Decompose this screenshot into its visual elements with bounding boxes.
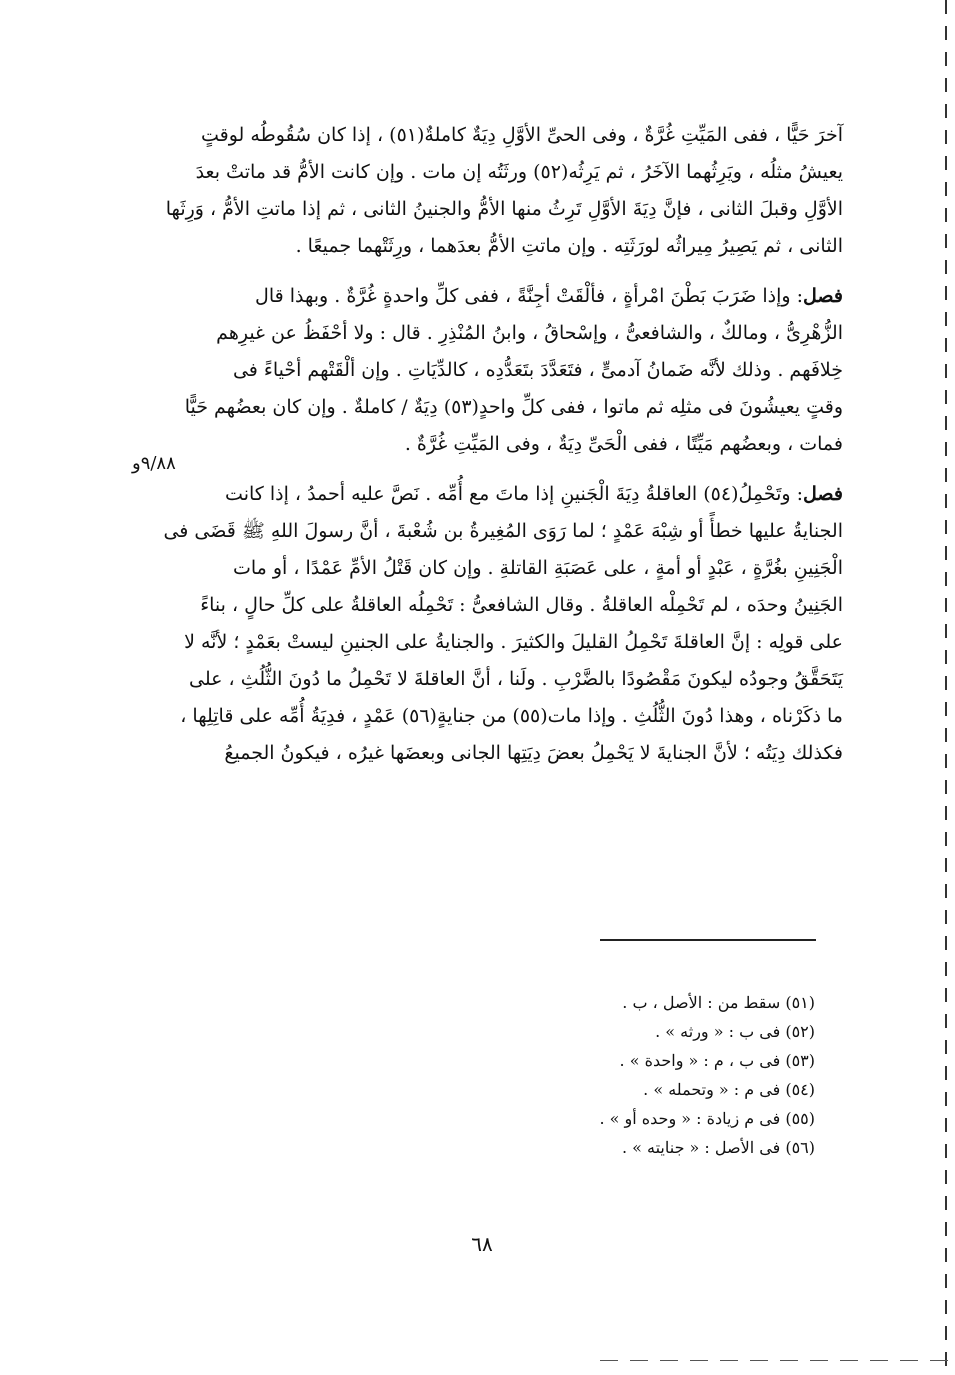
text-line: على قولِه : إنَّ العاقلةَ تَحْمِلُ القليلَ والكثيرَ . والجنايةُ على الجنينِ ليستْ بعَمْدٍ ؛ لأنَّه لا	[184, 631, 843, 653]
section-heading: فصل	[803, 285, 843, 307]
paragraph-2	[130, 278, 843, 463]
text-line: يَتَحَقَّقُ وجودُه ليكونَ مَقْصُودًا بالضَّرْبِ . ولَنا ، أنَّ العاقلةَ لا تَحْمِلُ ما دُونَ الثُّلُثِ ، على	[189, 668, 843, 690]
text-line-body: : وإذا ضَرَبَ بَطْنَ امْرأةٍ ، فألْقَتْ أجِنَّةً ، ففى كلِّ واحدةٍ غُرَّةٌ . وبهذا قال	[255, 285, 804, 307]
footnote: (٥٢) فى ب : « ورثه » .	[655, 1022, 815, 1041]
page-number: ٦٨	[471, 1232, 493, 1256]
text-line: الجَنِينُ وحدَه ، لم تَحْمِلْه العاقلةُ . وقال الشافعىُّ : تَحْمِلُه العاقلةُ على كلِّ حالٍ ، بناءً	[200, 594, 843, 616]
text-line: وقتٍ يعيشُونَ فى مثلِه ثم ماتوا ، ففى كلِّ واحدٍ(٥٣) دِيَةٌ / كاملةٌ . وإن كان بعضُهم حَيًّا	[184, 396, 843, 418]
text-line: الأوَّلِ وقبلَ الثانى ، فإنَّ دِيَةَ الأوَّلِ تَرِثُ منها الأمُّ والجنينُ الثانى ، ثم إذا ماتتِ الأمُّ ، وَرِثَها	[165, 198, 843, 220]
footnote-separator	[600, 939, 816, 941]
text-line: ما ذكَرْناه ، وهذا دُونَ الثُّلُثِ . وإذا مات(٥٥) من جنايةٍ(٥٦) عَمْدٍ ، فدِيَةُ أُمِّه على قاتِلِها ،	[180, 705, 843, 727]
scan-edge-right	[945, 0, 947, 1375]
text-line: الزُّهْرِىُّ ، ومالكٌ ، والشافعىُّ ، وإسْحاقُ ، وابنُ المُنْذِرِ . قال : ولا أحْفَظُ عن غيرِهم	[216, 322, 843, 344]
scan-edge-bottom	[600, 1360, 955, 1361]
text-line: الجنايةُ عليها خطأً أو شِبْهَ عَمْدٍ ؛ لما رَوَى المُغِيرةُ بن شُعْبةَ ، أنَّ رسولَ اللهِ ﷺ قَضَى فى	[163, 520, 843, 542]
body-text	[130, 117, 843, 785]
text-line: الْجَنِينِ بغُرَّةٍ ، عَبْدٍ أو أمةٍ ، على عَصَبَةِ القاتلةِ . وإن كان قَتْلُ الأمِّ عَمْدًا ، أو مات	[232, 557, 843, 579]
footnote: (٥٦) فى الأصل : « جنايته » .	[621, 1138, 815, 1157]
paragraph-3	[130, 476, 843, 772]
footnote: (٥٤) فى م : « وتحمله » .	[643, 1080, 815, 1099]
manuscript-folio-marker: ٩/٨٨و	[132, 453, 176, 474]
footnotes	[495, 988, 815, 1162]
footnote: (٥٣) فى ب ، م : « واحدة » .	[619, 1051, 815, 1070]
text-line-body: : وتَحْمِلُ(٥٤) العاقلةُ دِيَةَ الْجَنينِ إذا ماتَ مع أُمِّه . نَصَّ عليه أحمدُ ، إذا كانت	[225, 483, 804, 505]
text-line: خِلافَهم . وذلك لأنَّه ضَمانُ آدمىٍّ ، فتَعَدَّدَ بتَعَدُّدِه ، كالدِّيَاتِ . وإن ألْقَتْهم أحْياءً فى	[232, 359, 843, 381]
text-line: الثانى ، ثم يَصِيرُ مِيراثُه لورَثَتِه . وإن ماتتِ الأمُّ بعدَهما ، ورِثَتْهما جميعًا .	[295, 235, 843, 257]
footnote: (٥٥) فى م زيادة : « وحده أو » .	[599, 1109, 815, 1128]
text-line: يعيشُ مثلُه ، ويَرِثُهما الآخَرُ ، ثم يَرِثُه(٥٢) ورثَتُه إن مات . وإن كانت الأمُّ قد ماتتْ بعدَ	[195, 161, 843, 183]
text-line: آخرَ حَيًّا ، ففى المَيِّتِ غُرَّةٌ ، وفى الحىِّ الأوَّلِ دِيَةٌ كاملةٌ(٥١) ، إذا كان سُقُوطُه لوقتٍ	[201, 124, 843, 146]
footnote: (٥١) سقط من : الأصل ، ب .	[622, 993, 815, 1012]
text-line: فكذلك دِيَتُه ؛ لأنَّ الجنايةَ لا يَحْمِلُ بعضَ دِيَتِها الجانى وبعضَها غيرُه ، فيكونُ الجميعُ	[224, 742, 843, 764]
text-line	[130, 476, 843, 513]
section-heading: فصل	[803, 483, 843, 505]
text-line: فمات ، وبعضُهم مَيِّتًا ، ففى الْحَىِّ دِيَةٌ ، وفى المَيِّتِ غُرَّةٌ .	[404, 433, 843, 455]
text-line	[130, 278, 843, 315]
paragraph-1	[130, 117, 843, 265]
